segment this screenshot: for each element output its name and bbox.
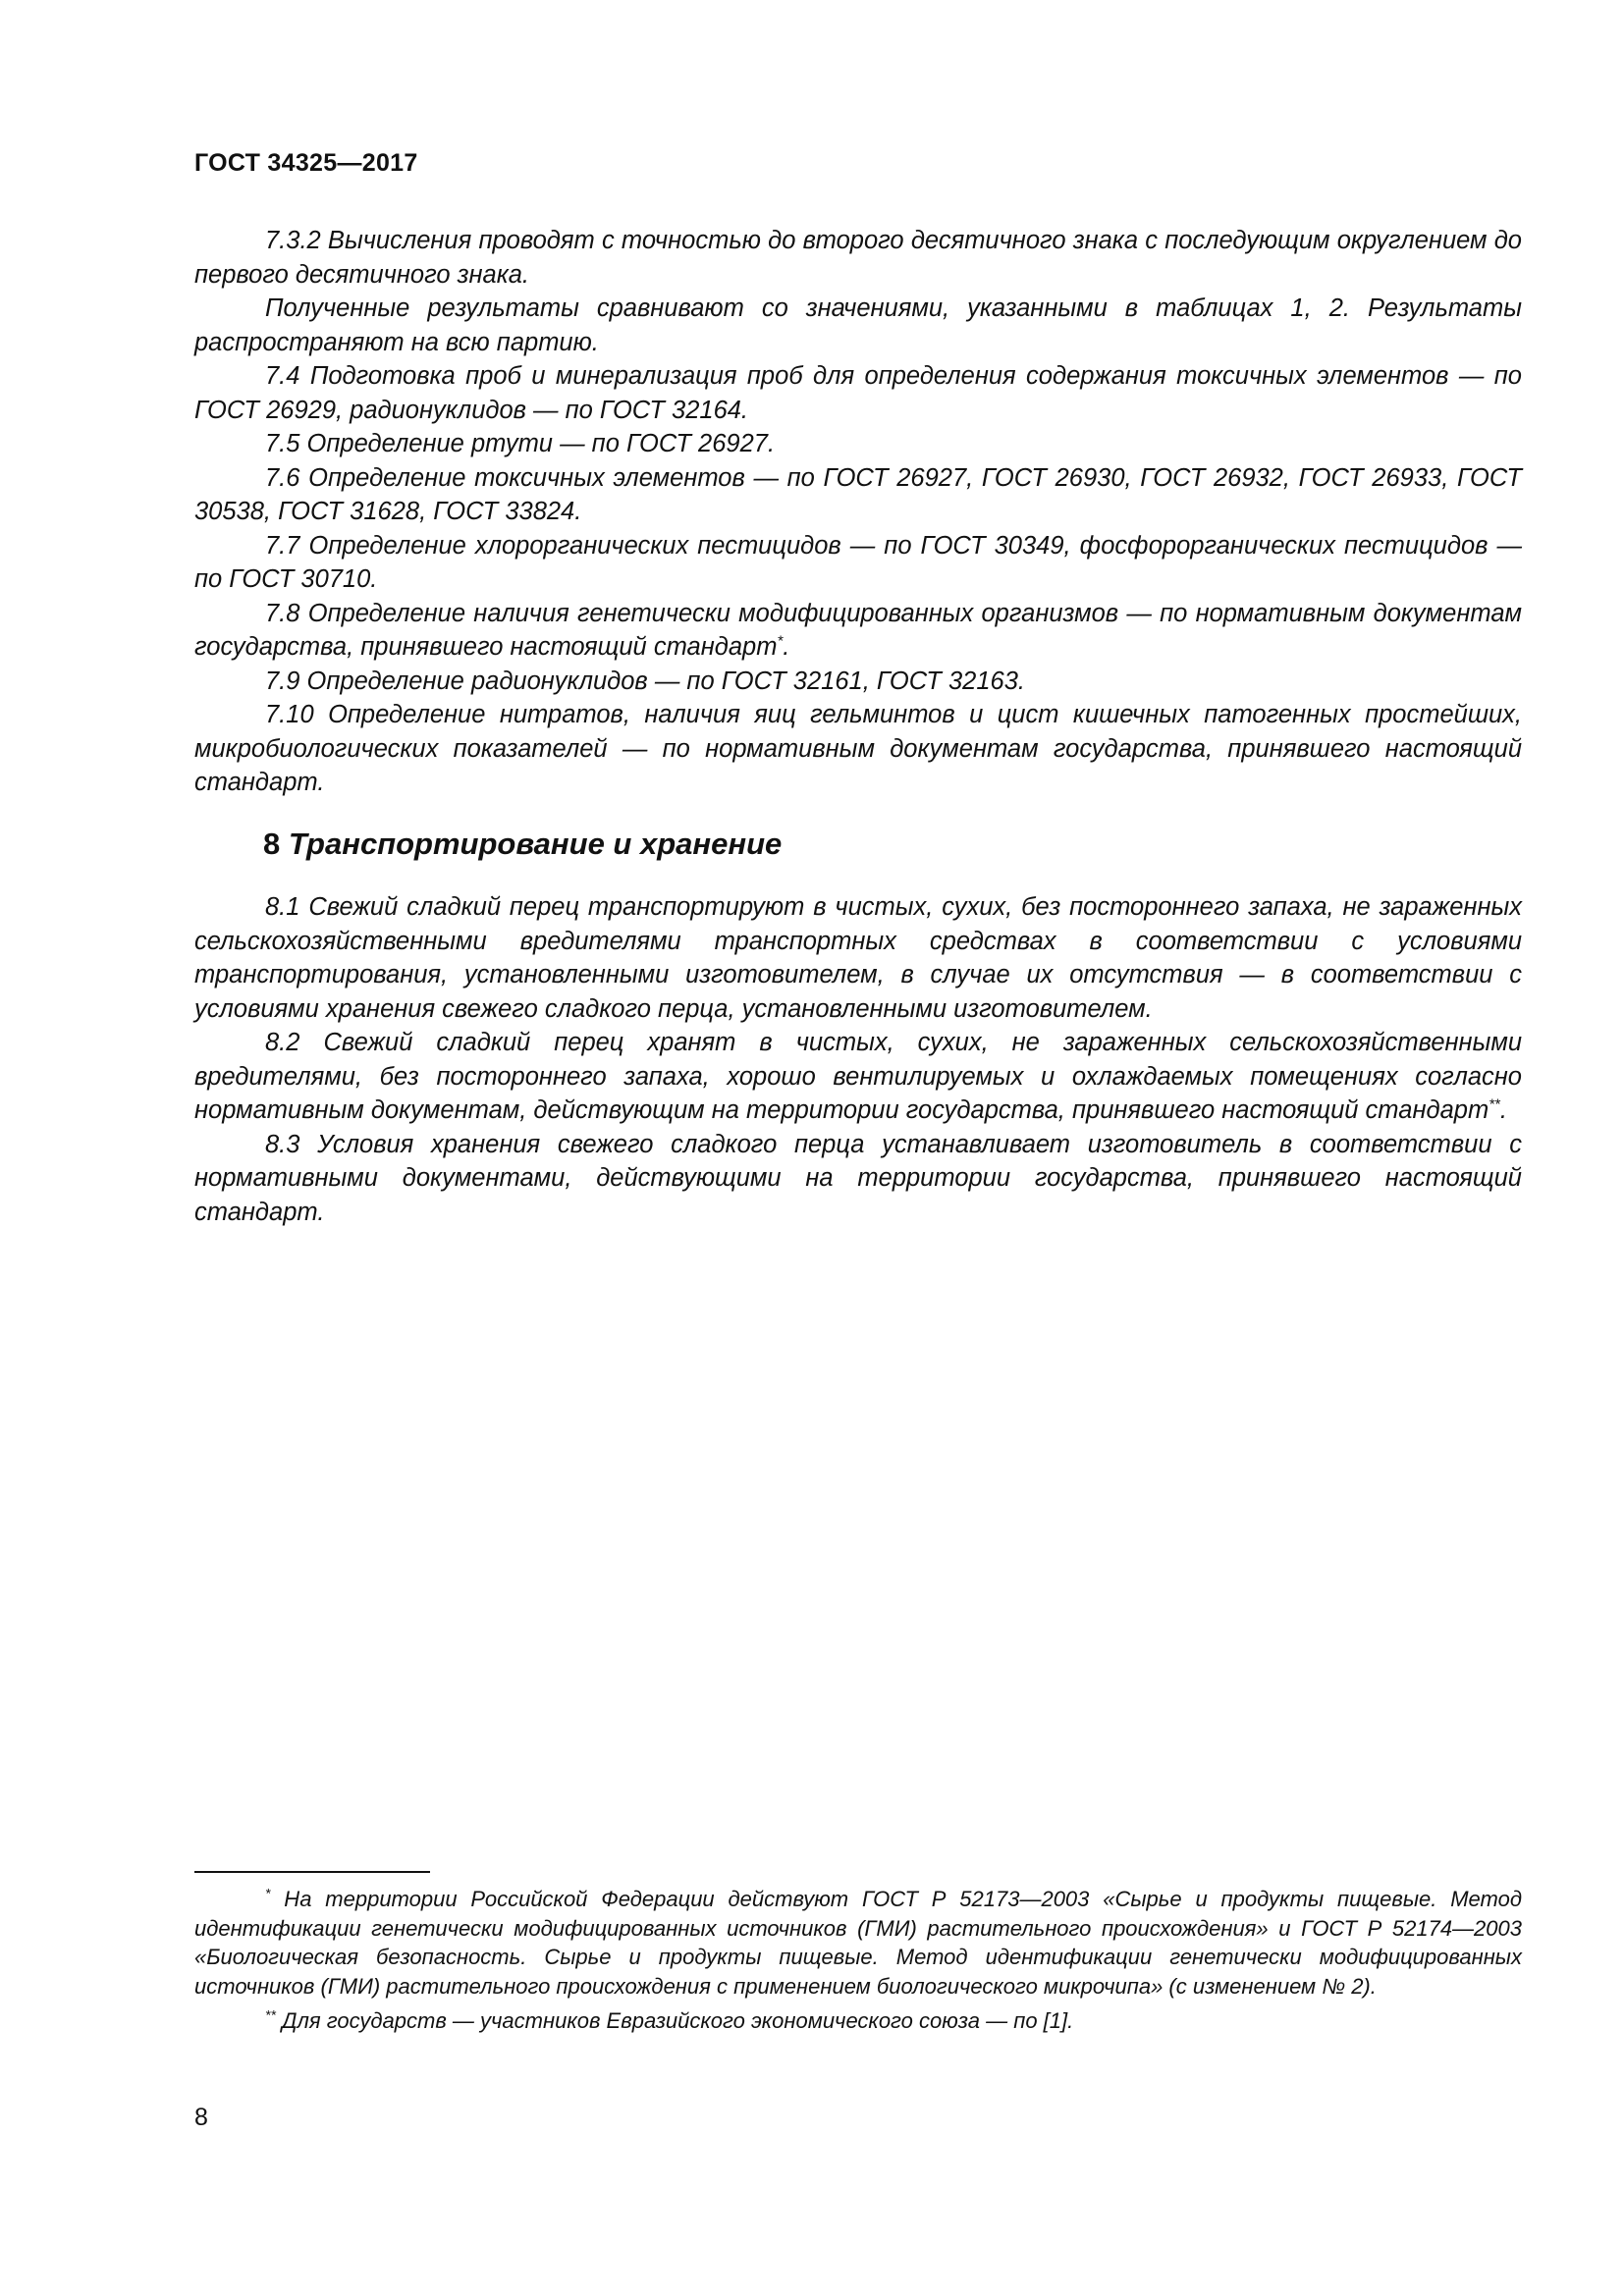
paragraph-results: Полученные результаты сравнивают со значениями, указанными в таблицах 1, 2. Результаты распространяют на всю партию. xyxy=(194,294,1522,356)
paragraph-8-2-end: . xyxy=(1499,1096,1507,1124)
section-8-heading xyxy=(263,827,782,862)
section-8-body xyxy=(194,890,1522,1229)
paragraph-8-3: 8.3 Условия хранения свежего сладкого перца устанавливает изготовитель в соответствии с нормативными документами, действующими на территории государства, принявшего настоящий стандарт. xyxy=(194,1130,1522,1226)
paragraph-8-1: 8.1 Свежий сладкий перец транспортируют в чистых, сухих, без постороннего запаха, не зараженных сельскохозяйственными вредителями транспортных средствах в соответствии с условиями транспортирования, установленными изготовителем, в случае их отсутствия — в соответствии с условиями хранения свежего сладкого перца, установленными изготовителем. xyxy=(194,893,1522,1023)
paragraph-7-6: 7.6 Определение токсичных элементов — по ГОСТ 26927, ГОСТ 26930, ГОСТ 26932, ГОСТ 26933, ГОСТ 30538, ГОСТ 31628, ГОСТ 33824. xyxy=(194,463,1522,525)
footnote-ref-2[interactable]: ** xyxy=(1489,1095,1500,1113)
footnote-2 xyxy=(194,2006,1522,2036)
paragraph-7-8-end: . xyxy=(783,633,790,661)
section-8-number: 8 xyxy=(263,827,281,861)
footnote-2-text: Для государств — участников Евразийского экономического союза — по [1]. xyxy=(275,2008,1074,2033)
page-number: 8 xyxy=(194,2104,208,2131)
section-7-body xyxy=(194,224,1522,800)
paragraph-7-10: 7.10 Определение нитратов, наличия яиц гельминтов и цист кишечных патогенных простейших, микробиологических показателей — по нормативным документам государства, принявшего настоящий стандарт. xyxy=(194,701,1522,796)
document-header: ГОСТ 34325—2017 xyxy=(194,149,418,177)
paragraph-7-3-2: 7.3.2 Вычисления проводят с точностью до второго десятичного знака с последующим округлением до первого десятичного знака. xyxy=(194,227,1522,289)
footnotes xyxy=(194,1885,1522,2036)
paragraph-7-7: 7.7 Определение хлорорганических пестицидов — по ГОСТ 30349, фосфорорганических пестицидов — по ГОСТ 30710. xyxy=(194,531,1522,593)
footnote-2-mark: ** xyxy=(265,2006,276,2023)
paragraph-7-4: 7.4 Подготовка проб и минерализация проб для определения содержания токсичных элементов — по ГОСТ 26929, радионуклидов — по ГОСТ 32164. xyxy=(194,362,1522,424)
footnote-divider xyxy=(194,1871,430,1873)
paragraph-7-5: 7.5 Определение ртути — по ГОСТ 26927. xyxy=(265,430,776,457)
footnote-1-mark: * xyxy=(265,1885,271,1901)
footnote-1-text: На территории Российской Федерации действуют ГОСТ Р 52173—2003 «Сырье и продукты пищевые. Метод идентификации генетически модифицированных источников (ГМИ) растительного происхождения» и ГОСТ Р 52174—2003 «Биологическая безопасность. Сырье и продукты пищевые. Метод идентификации генетически модифицированных источников (ГМИ) растительного происхождения с применением биологического микрочипа» (с изменением № 2). xyxy=(194,1887,1522,1999)
footnote-1 xyxy=(194,1885,1522,2001)
paragraph-7-8-text: 7.8 Определение наличия генетически модифицированных организмов — по нормативным документам государства, принявшего настоящий стандарт xyxy=(194,599,1522,661)
paragraph-7-8 xyxy=(194,597,1522,665)
section-8-title: Транспортирование и хранение xyxy=(288,827,783,861)
paragraph-7-9: 7.9 Определение радионуклидов — по ГОСТ 32161, ГОСТ 32163. xyxy=(265,667,1025,695)
paragraph-8-2 xyxy=(194,1026,1522,1128)
paragraph-8-2-text: 8.2 Свежий сладкий перец хранят в чистых, сухих, не зараженных сельскохозяйственными вредителями, без постороннего запаха, хорошо вентилируемых и охлаждаемых помещениях согласно нормативным документам, действующим на территории государства, принявшего настоящий стандарт xyxy=(194,1029,1522,1124)
footnote-ref-1[interactable]: * xyxy=(777,632,784,650)
